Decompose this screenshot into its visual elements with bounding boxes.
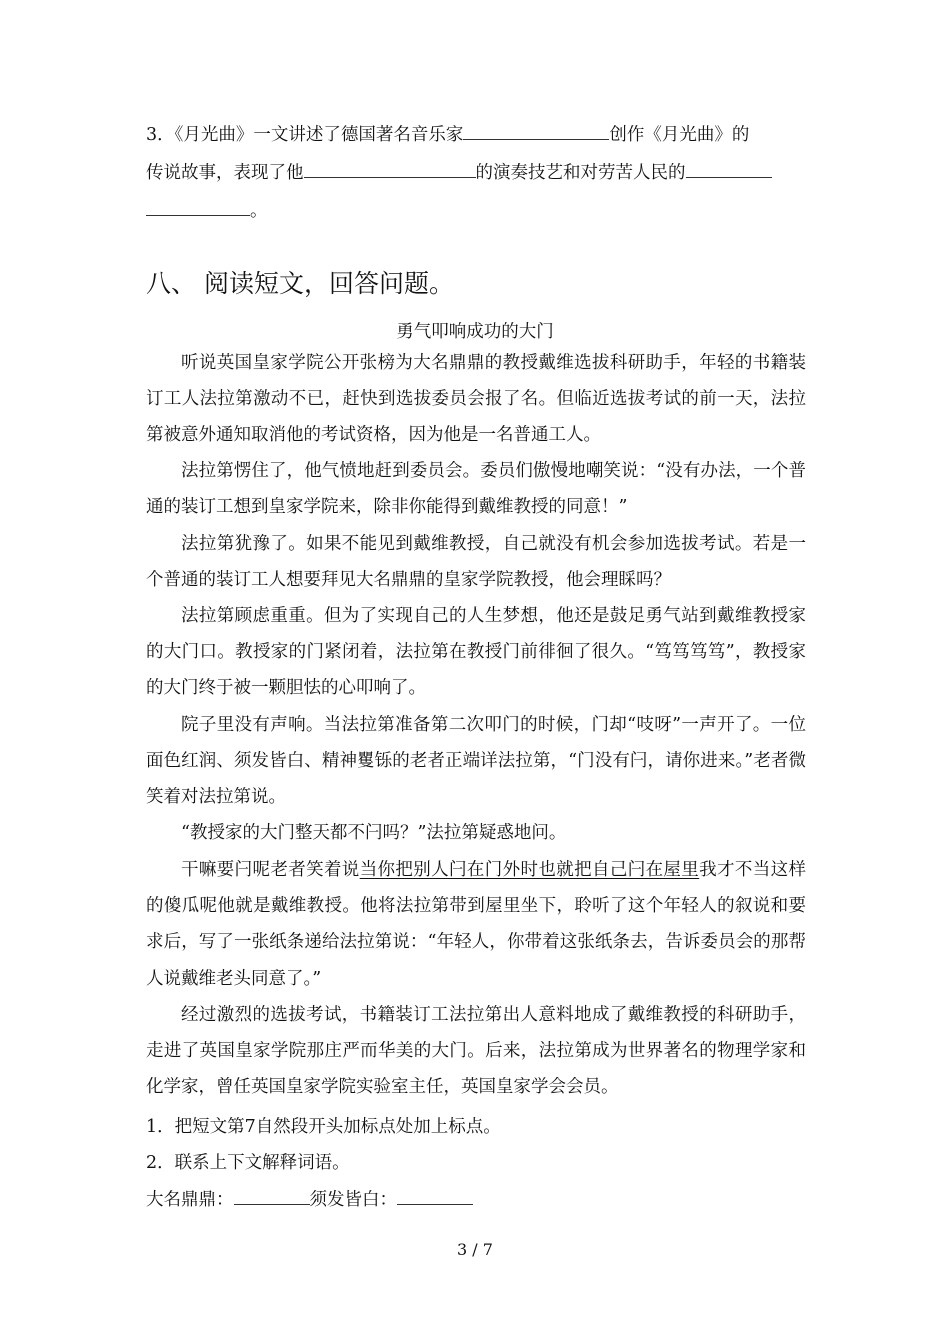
question-1: 1．把短文第7自然段开头加标点处加上标点。 <box>146 1117 501 1137</box>
paragraph-3: 法拉第犹豫了。如果不能见到戴维教授，自己就没有机会参加选拔考试。若是一个普通的装订工人想要拜见大名鼎鼎的皇家学院教授，他会理睬吗？ <box>146 534 806 591</box>
q3-line-2 <box>146 159 772 185</box>
paragraph-7-underlined: 当你把别人闩在门外时也就把自己闩在屋里 <box>359 860 700 880</box>
q3-line-3 <box>146 197 268 223</box>
term-1-label: 大名鼎鼎： <box>146 1190 234 1210</box>
page-number: 3 / 7 <box>457 1240 493 1259</box>
q3-blank-feeling-1[interactable] <box>686 159 772 178</box>
paragraph-8: 经过激烈的选拔考试，书籍装订工法拉第出人意料地成了戴维教授的科研助手，走进了英国皇家学院那庄严而华美的大门。后来，法拉第成为世界著名的物理学家和化学家，曾任英国皇家学院实验室主任，英国皇家学会会员。 <box>146 1005 806 1098</box>
paragraph-1: 听说英国皇家学院公开张榜为大名鼎鼎的教授戴维选拔科研助手，年轻的书籍装订工人法拉第激动不已，赶快到选拔委员会报了名。但临近选拔考试的前一天，法拉第被意外通知取消他的考试资格，因为他是一名普通工人。 <box>146 353 806 446</box>
q3-text-b: 创作《月光曲》的 <box>609 125 750 145</box>
section-heading: 八、 阅读短文，回答问题。 <box>146 269 454 298</box>
question-2: 2．联系上下文解释词语。 <box>146 1153 350 1173</box>
q3-blank-skill[interactable] <box>304 159 476 178</box>
q3-blank-composer[interactable] <box>463 121 609 140</box>
question-2-terms <box>146 1186 473 1212</box>
paragraph-7 <box>146 852 806 997</box>
paragraph-2: 法拉第愣住了，他气愤地赶到委员会。委员们傲慢地嘲笑说：“没有办法，一个普通的装订工想到皇家学院来，除非你能得到戴维教授的同意！” <box>146 461 806 518</box>
term-2-label: 须发皆白： <box>309 1190 397 1210</box>
paragraph-4: 法拉第顾虑重重。但为了实现自己的人生梦想，他还是鼓足勇气站到戴维教授家的大门口。教授家的门紧闭着，法拉第在教授门前徘徊了很久。“笃笃笃笃”，教授家的大门终于被一颗胆怯的心叩响了。 <box>146 606 806 699</box>
term-1-blank[interactable] <box>234 1186 310 1205</box>
q3-text-d: 的演奏技艺和对劳苦人民的 <box>475 163 686 183</box>
q3-text-end: 。 <box>250 201 268 221</box>
paragraph-6: “教授家的大门整天都不闩吗？”法拉第疑惑地问。 <box>181 823 567 843</box>
q3-text-a: 3．《月光曲》一文讲述了德国著名音乐家 <box>146 125 464 145</box>
q3-blank-feeling-2[interactable] <box>146 197 250 216</box>
term-2-blank[interactable] <box>397 1186 473 1205</box>
paragraph-7-start: 干嘛要闩呢老者笑着说 <box>181 860 360 880</box>
paragraph-5: 院子里没有声响。当法拉第准备第二次叩门的时候，门却“吱呀”一声开了。一位面色红润、须发皆白、精神矍铄的老者正端详法拉第，“门没有闩，请你进来。”老者微笑着对法拉第说。 <box>146 715 806 808</box>
article-title: 勇气叩响成功的大门 <box>396 322 554 342</box>
q3-line-1 <box>146 121 749 147</box>
paragraph-7-rest: 我才不当这样的傻瓜呢他就是戴维教授。他将法拉第带到屋里坐下，聆听了这个年轻人的叙说和要求后，写了一张纸条递给法拉第说：“年轻人，你带着这张纸条去，告诉委员会的那帮人说戴维老头同意了。” <box>146 860 807 989</box>
q3-text-c: 传说故事，表现了他 <box>146 163 304 183</box>
